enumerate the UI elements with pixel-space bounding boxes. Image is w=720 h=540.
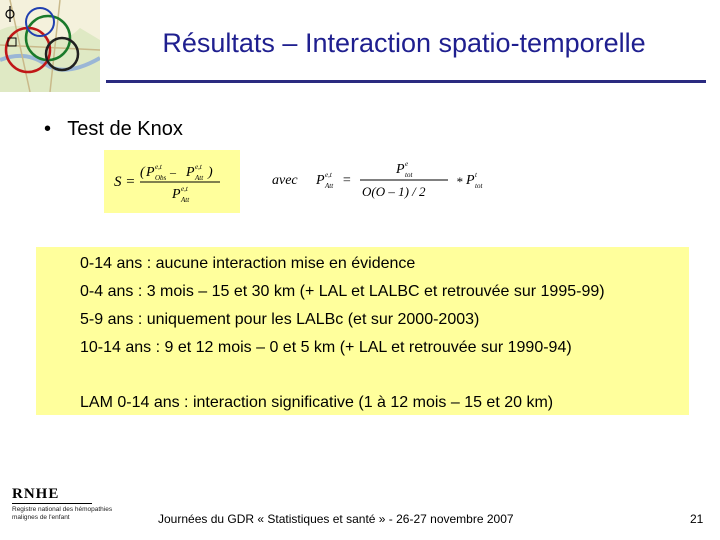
result-line-0-4: 0-4 ans : 3 mois – 15 et 30 km (+ LAL et LALBC et retrouvée sur 1995-99) bbox=[80, 283, 605, 300]
formula-att-sup: e,t bbox=[195, 163, 202, 171]
formula-s-box bbox=[104, 150, 240, 213]
formula-att: P bbox=[186, 165, 195, 180]
formula-frac-num-sup: e bbox=[405, 160, 409, 168]
formula-equals: = bbox=[342, 173, 352, 188]
map-logo bbox=[0, 0, 100, 92]
bullet-dot-icon: • bbox=[44, 118, 52, 140]
formula-den-sup: e,t bbox=[181, 185, 188, 193]
bullet-text: Test de Knox bbox=[67, 118, 183, 140]
page-number: 21 bbox=[690, 512, 704, 526]
formula-obs-sup: e,t bbox=[155, 163, 162, 171]
formula-att-svg bbox=[272, 150, 502, 210]
title-underline bbox=[106, 80, 706, 83]
formula-den: P bbox=[172, 187, 181, 202]
formula-times: * bbox=[456, 174, 463, 189]
formula-obs-sub: Obs bbox=[155, 174, 167, 182]
formula-lhs: S = bbox=[114, 174, 136, 190]
formula-att bbox=[272, 150, 502, 210]
formula-tail: P bbox=[466, 173, 475, 188]
formula-rhs-att-sub: Att bbox=[325, 182, 334, 190]
formula-frac-den: O(O – 1) / 2 bbox=[362, 184, 426, 199]
footer-text: Journées du GDR « Statistiques et santé » - 26-27 novembre 2007 bbox=[158, 512, 514, 526]
results-box bbox=[36, 247, 689, 415]
formula-den-sub: Att bbox=[181, 196, 190, 204]
result-line-lam: LAM 0-14 ans : interaction significative (1 à 12 mois – 15 et 20 km) bbox=[80, 394, 554, 411]
formula-rhs-att: P bbox=[316, 173, 325, 188]
slide-title: Résultats – Interaction spatio-temporelle bbox=[162, 28, 646, 58]
formula-frac-num-sub: tot bbox=[405, 171, 413, 179]
formula-frac-num: P bbox=[396, 162, 405, 177]
formula-att-sub: Att bbox=[195, 174, 204, 182]
rnhe-logo-rule bbox=[12, 503, 92, 504]
formula-minus: – bbox=[170, 165, 176, 179]
result-line-10-14: 10-14 ans : 9 et 12 mois – 0 et 5 km (+ LAL et retrouvée sur 1990-94) bbox=[80, 339, 572, 356]
formula-rhs-att-sup: e,t bbox=[325, 171, 332, 179]
formula-avec: avec bbox=[272, 173, 298, 188]
formula-tail-sub: tot bbox=[475, 182, 483, 190]
formula-obs: P bbox=[146, 165, 155, 180]
rnhe-logo-title: RNHE bbox=[12, 486, 60, 502]
bullet-item bbox=[44, 118, 183, 141]
result-line-0-14: 0-14 ans : aucune interaction mise en évidence bbox=[80, 255, 416, 272]
formula-s bbox=[104, 150, 240, 213]
formula-tail-sup: t bbox=[475, 171, 477, 179]
formula-num-open: ( bbox=[140, 165, 145, 180]
formula-num-close: ) bbox=[208, 165, 213, 180]
rnhe-logo bbox=[10, 486, 140, 540]
rnhe-logo-subtitle: Registre national des hémopathies malignes de l'enfant bbox=[12, 506, 113, 521]
result-line-5-9: 5-9 ans : uniquement pour les LALBc (et sur 2000-2003) bbox=[80, 311, 480, 328]
